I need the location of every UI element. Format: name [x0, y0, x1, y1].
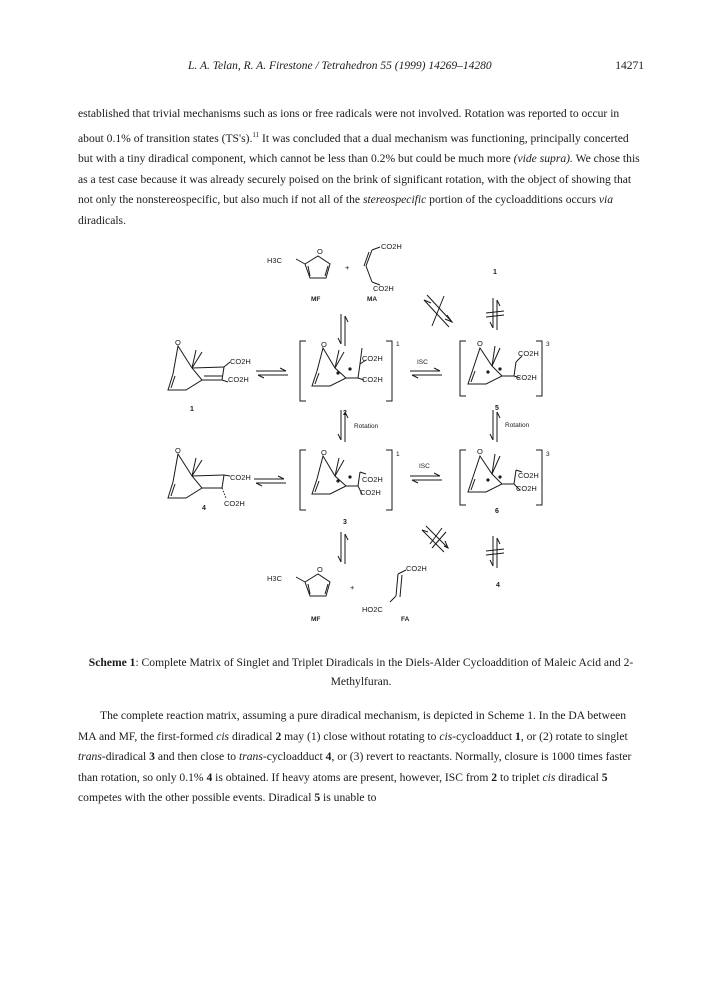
vide-supra: (vide supra). — [513, 152, 573, 166]
rotation-label-left: Rotation — [354, 423, 379, 430]
reference-11: 11 — [252, 130, 260, 139]
scheme-caption — [78, 653, 644, 691]
diradical-6-number: 6 — [495, 508, 499, 515]
ma-label: MA — [367, 296, 378, 303]
diradical-5-multiplicity: 3 — [546, 341, 550, 348]
para2-text: diradical — [555, 770, 602, 784]
para1-text-e: diradicals. — [78, 213, 126, 227]
para2-text: , or (3) revert to reactants. Normally, closure is 1000 times faster than rotation, so only 0.1% — [78, 750, 632, 784]
compound-number: 2 — [491, 770, 498, 784]
compound-number: 4 — [325, 750, 332, 764]
italic-cis: cis — [542, 770, 556, 784]
cycloadduct-1-number: 1 — [190, 406, 194, 413]
diradical-5-co2h-b: CO2H — [516, 373, 537, 382]
blocked-arrow-6-to-4 — [486, 536, 504, 568]
page-number: 14271 — [615, 60, 644, 72]
scheme-1-figure — [140, 230, 580, 630]
number-1-top-right: 1 — [493, 269, 497, 276]
equilibrium-arrow-reactants-2 — [338, 314, 348, 346]
diradical-3-multiplicity: 1 — [396, 451, 400, 458]
para2-text: , or (2) rotate to singlet — [520, 729, 628, 743]
cycloadduct-4-structure — [168, 454, 230, 498]
cycloadduct-4-oxygen: O — [175, 446, 181, 455]
paragraph-intro — [78, 104, 644, 231]
diradical-6-multiplicity: 3 — [546, 451, 550, 458]
para1-text-d: portion of the cycloadditions occurs — [426, 193, 599, 207]
caption-text: : Complete Matrix of Singlet and Triplet Diradicals in the Diels-Alder Cycloaddition of Maleic Acid and 2-Methylfuran. — [135, 656, 634, 688]
compound-number: 2 — [275, 729, 282, 743]
running-head: L. A. Telan, R. A. Firestone / Tetrahedron 55 (1999) 14269–14280 — [188, 60, 492, 72]
fa-ho2c: HO2C — [362, 605, 383, 614]
compound-number: 3 — [149, 750, 155, 764]
para1-text-b: It was concluded that a dual mechanism was functioning, principally concerted but with a tiny diradical component, which cannot be less than 0.2% but could be much more — [78, 131, 629, 166]
mf-label-top: MF — [311, 296, 321, 303]
compound-number: 4 — [206, 770, 213, 784]
cycloadduct-1-structure — [168, 346, 230, 390]
ma-co2h-bottom: CO2H — [373, 284, 394, 293]
fa-co2h: CO2H — [406, 564, 427, 573]
diradical-5-oxygen: O — [477, 339, 483, 348]
diradical-3-number: 3 — [343, 519, 347, 526]
cycloadduct-1-oxygen: O — [175, 338, 181, 347]
via-italic: via — [598, 193, 614, 207]
equilibrium-arrow-3-reactants — [338, 532, 348, 564]
para2-text: -cycloadduct — [452, 729, 516, 743]
para2-text: is obtained. If heavy atoms are present, however, ISC from — [212, 770, 492, 784]
plus-sign-bottom: + — [350, 583, 355, 592]
mf-bottom-oxygen: O — [317, 565, 323, 574]
mf-top-methyl-label: H3C — [267, 256, 283, 265]
diradical-2-co2h-a: CO2H — [362, 354, 383, 363]
mf-top-oxygen: O — [317, 247, 323, 256]
diradical-3-oxygen: O — [321, 448, 327, 457]
blocked-arrow-ma-to-5 — [424, 295, 452, 327]
italic-cis: cis — [439, 729, 453, 743]
diradical-5-number: 5 — [495, 405, 499, 412]
para2-text: -cycloadduct — [262, 750, 326, 764]
page-header — [78, 60, 644, 76]
diradical-6-co2h-a: CO2H — [518, 471, 539, 480]
stereospecific-italic: stereospecific — [362, 193, 427, 207]
caption-label: Scheme 1 — [88, 656, 136, 669]
maleic-acid-structure — [364, 247, 380, 285]
mf-label-bottom: MF — [311, 616, 321, 623]
mf-bottom-methyl-label: H3C — [267, 574, 283, 583]
para2-text: and then close to — [154, 750, 240, 764]
para2-text: -diradical — [101, 750, 150, 764]
diradical-6-oxygen: O — [477, 447, 483, 456]
cycloadduct-4-co2h-a: CO2H — [230, 473, 251, 482]
equilibrium-arrow-1-2 — [256, 368, 288, 378]
isc-label-bottom: ISC — [419, 463, 430, 470]
rotation-label-right: Rotation — [505, 422, 530, 429]
diradical-2-co2h-b: CO2H — [362, 375, 383, 384]
isc-arrow-3-6 — [410, 473, 442, 483]
para2-text: competes with the other possible events. Diradical — [78, 791, 315, 805]
diradical-2-bracket — [300, 341, 392, 401]
diradical-2-multiplicity: 1 — [396, 341, 400, 348]
blocked-arrow-1-to-5 — [486, 298, 504, 330]
blocked-arrow-6-to-fa — [422, 526, 448, 552]
cycloadduct-4-number: 4 — [202, 505, 206, 512]
para1-text-c: We chose this as a test case because it was already securely poised on the brink of significant rotation, with the object of showing that not only the nonstereospecific, but also much if not all of the — [78, 152, 640, 207]
diradical-5-co2h-a: CO2H — [518, 349, 539, 358]
para2-text: is unable to — [320, 791, 377, 805]
paragraph-reaction-matrix — [78, 706, 644, 809]
fumaric-acid-structure — [390, 570, 406, 602]
italic-trans: trans — [239, 750, 263, 764]
para2-text: may (1) close without rotating to — [281, 729, 440, 743]
equilibrium-arrow-4-3 — [254, 476, 286, 486]
compound-number: 5 — [601, 770, 608, 784]
number-4-bottom-right: 4 — [496, 582, 500, 589]
cycloadduct-4-co2h-b: CO2H — [224, 499, 245, 508]
ma-co2h-top: CO2H — [381, 242, 402, 251]
cycloadduct-1-co2h-b: CO2H — [228, 375, 249, 384]
diradical-3-co2h-b: CO2H — [360, 488, 381, 497]
diradical-3-co2h-a: CO2H — [362, 475, 383, 484]
rotation-arrow-5-6 — [490, 410, 500, 442]
para2-text: diradical — [229, 729, 276, 743]
italic-trans: trans — [78, 750, 102, 764]
methylfuran-bottom-structure — [296, 574, 330, 596]
isc-label-top: ISC — [417, 359, 428, 366]
cycloadduct-1-co2h-a: CO2H — [230, 357, 251, 366]
diradical-2-oxygen: O — [321, 340, 327, 349]
scheme-1-drawing — [140, 230, 580, 630]
isc-arrow-2-5 — [410, 368, 442, 378]
para1-text-a: established that trivial mechanisms such as ions or free radicals were not involved. Rotation was reported to occur in about 0.1% of transition states (TS's). — [78, 107, 620, 145]
para2-text: to triplet — [497, 770, 543, 784]
methylfuran-top-structure — [296, 256, 330, 278]
italic-cis: cis — [216, 729, 230, 743]
diradical-6-co2h-b: CO2H — [516, 484, 537, 493]
fa-label: FA — [401, 616, 410, 623]
compound-number: 1 — [515, 729, 521, 743]
compound-number: 5 — [314, 791, 321, 805]
diradical-2-number: 2 — [343, 410, 347, 417]
plus-sign-top: + — [345, 263, 350, 272]
para2-text: The complete reaction matrix, assuming a pure diradical mechanism, is depicted in Scheme 1. In the DA between MA and MF, the first-formed — [78, 709, 627, 743]
